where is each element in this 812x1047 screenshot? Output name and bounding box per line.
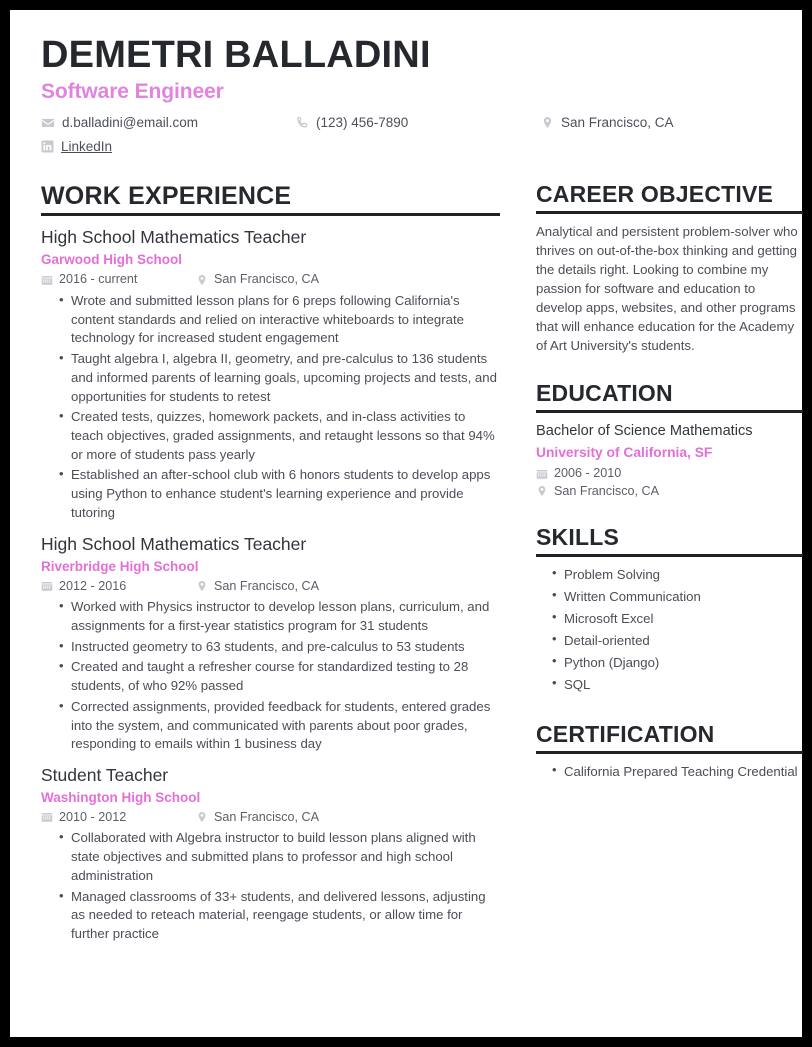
contact-linkedin[interactable] (41, 140, 296, 154)
work-entry-title: High School Mathematics Teacher (41, 533, 307, 554)
location-pin-icon (196, 580, 208, 592)
linkedin-icon (41, 140, 54, 153)
work-entry-dates-label: 2016 - current (59, 272, 138, 287)
work-entry-location-label: San Francisco, CA (214, 272, 319, 287)
work-entry-meta (41, 811, 500, 824)
contact-phone-label: (123) 456-7890 (316, 115, 409, 131)
education-dates (536, 467, 803, 480)
contact-location-label: San Francisco, CA (561, 115, 674, 131)
work-entry-meta (41, 580, 500, 593)
bullet-item: • Instructed geometry to 63 students, and pre-calculus to 53 students (59, 638, 500, 657)
education-dates-label: 2006 - 2010 (554, 466, 622, 481)
work-entry-dates-label: 2010 - 2012 (59, 809, 127, 824)
location-pin-icon (196, 274, 208, 286)
section-skills (536, 525, 803, 694)
left-column (32, 182, 500, 946)
work-entry-bullets (41, 829, 500, 943)
work-entry (41, 765, 500, 944)
work-entry-organization: Garwood High School (41, 252, 182, 268)
calendar-icon (536, 468, 548, 480)
list-item: • Microsoft Excel (552, 609, 803, 628)
bullet-item: • Established an after-school club with 6 honors students to develop apps using Python to enhance student's learning experience and provide tutoring (59, 466, 500, 522)
certification-list (536, 762, 803, 781)
work-entry (41, 227, 500, 522)
envelope-icon (41, 116, 55, 130)
work-entry (41, 534, 500, 754)
work-entry-location-label: San Francisco, CA (214, 809, 319, 824)
phone-icon (296, 116, 309, 129)
section-divider (536, 410, 803, 413)
list-item: • Detail-oriented (552, 631, 803, 650)
work-entry-organization: Riverbridge High School (41, 558, 199, 574)
contact-email[interactable] (41, 116, 296, 130)
bullet-item: • Worked with Physics instructor to develop lesson plans, curriculum, and assignments for a first-year statistics program for 31 students (59, 598, 500, 635)
section-divider (41, 213, 500, 216)
location-pin-icon (196, 811, 208, 823)
list-item: • California Prepared Teaching Credential (552, 762, 803, 781)
calendar-icon (41, 580, 53, 592)
section-work-experience (41, 182, 500, 944)
list-item: • Python (Django) (552, 653, 803, 672)
location-pin-icon (541, 116, 554, 129)
work-entry-bullets (41, 292, 500, 523)
section-education (536, 381, 803, 497)
work-entry-dates-label: 2012 - 2016 (59, 578, 127, 593)
location-pin-icon (536, 485, 548, 497)
bullet-item: • Collaborated with Algebra instructor to build lesson plans aligned with state objectives and submitted plans to professor and high school administration (59, 829, 500, 885)
contact-location (541, 116, 771, 130)
contact-phone[interactable] (296, 116, 541, 130)
bullet-item: • Corrected assignments, provided feedback for students, entered grades into the system, and communicated with parents about poor grades, responding to emails within 1 business day (59, 698, 500, 754)
section-career-objective (536, 182, 803, 355)
candidate-job-title: Software Engineer (41, 79, 224, 103)
work-entry-location (196, 273, 319, 286)
contact-linkedin-link[interactable]: LinkedIn (61, 138, 113, 154)
contact-email-label: d.balladini@email.com (62, 115, 199, 131)
work-entry-meta (41, 273, 500, 286)
career-objective-heading: CAREER OBJECTIVE (536, 181, 774, 208)
work-entry-location (196, 580, 319, 593)
career-objective-text: Analytical and persistent problem-solver who thrives on out-of-the-box thinking and getting the details right. Looking to combine my passion for software and education to develop apps, websites, and other programs that will enhance education for the Academy of Art University's students. (536, 224, 798, 354)
work-entry-organization: Washington High School (41, 789, 201, 805)
skills-list (536, 565, 803, 694)
list-item: • Problem Solving (552, 565, 803, 584)
bullet-item: • Wrote and submitted lesson plans for 6 preps following California's content standards and relied on interactive whiteboards to integrate technology for increased student engagement (59, 292, 500, 348)
education-school: University of California, SF (536, 445, 713, 461)
calendar-icon (41, 274, 53, 286)
resume-body (32, 181, 798, 946)
work-entry-location-label: San Francisco, CA (214, 578, 319, 593)
work-entry-dates (41, 811, 196, 824)
work-entry-dates (41, 580, 196, 593)
contact-info (41, 116, 781, 154)
section-certification (536, 722, 803, 781)
list-item: • SQL (552, 675, 803, 694)
work-experience-heading: WORK EXPERIENCE (41, 182, 292, 211)
work-entry-bullets (41, 598, 500, 754)
education-heading: EDUCATION (536, 380, 673, 407)
skills-heading: SKILLS (536, 524, 619, 551)
section-divider (536, 554, 803, 557)
candidate-name: DEMETRI BALLADINI (41, 34, 431, 76)
work-entry-title: High School Mathematics Teacher (41, 227, 307, 248)
section-divider (536, 211, 803, 214)
bullet-item: • Created and taught a refresher course for standardized testing to 28 students, of who 92% passed (59, 658, 500, 695)
resume-page (10, 10, 802, 1037)
column-gap (500, 182, 536, 946)
education-location (536, 485, 803, 498)
education-meta (536, 467, 803, 497)
education-degree: Bachelor of Science Mathematics (536, 422, 753, 439)
bullet-item: • Managed classrooms of 33+ students, and delivered lessons, adjusting as needed to reteach material, reengage students, or allow time for further practice (59, 888, 500, 944)
bullet-item: • Taught algebra I, algebra II, geometry, and pre-calculus to 136 students and informed parents of learning goals, upcoming projects and tests, and opportunities for students to retest (59, 350, 500, 406)
education-location-label: San Francisco, CA (554, 483, 659, 498)
bullet-item: • Created tests, quizzes, homework packets, and in-class activities to teach objectives, graded assignments, and retaught lessons so that 94% or more of students pass yearly (59, 408, 500, 464)
work-entry-dates (41, 273, 196, 286)
resume-header (32, 36, 780, 153)
calendar-icon (41, 811, 53, 823)
work-entry-location (196, 811, 319, 824)
certification-heading: CERTIFICATION (536, 721, 715, 748)
section-divider (536, 751, 803, 754)
work-entry-title: Student Teacher (41, 765, 169, 786)
right-column (536, 182, 803, 946)
list-item: • Written Communication (552, 587, 803, 606)
